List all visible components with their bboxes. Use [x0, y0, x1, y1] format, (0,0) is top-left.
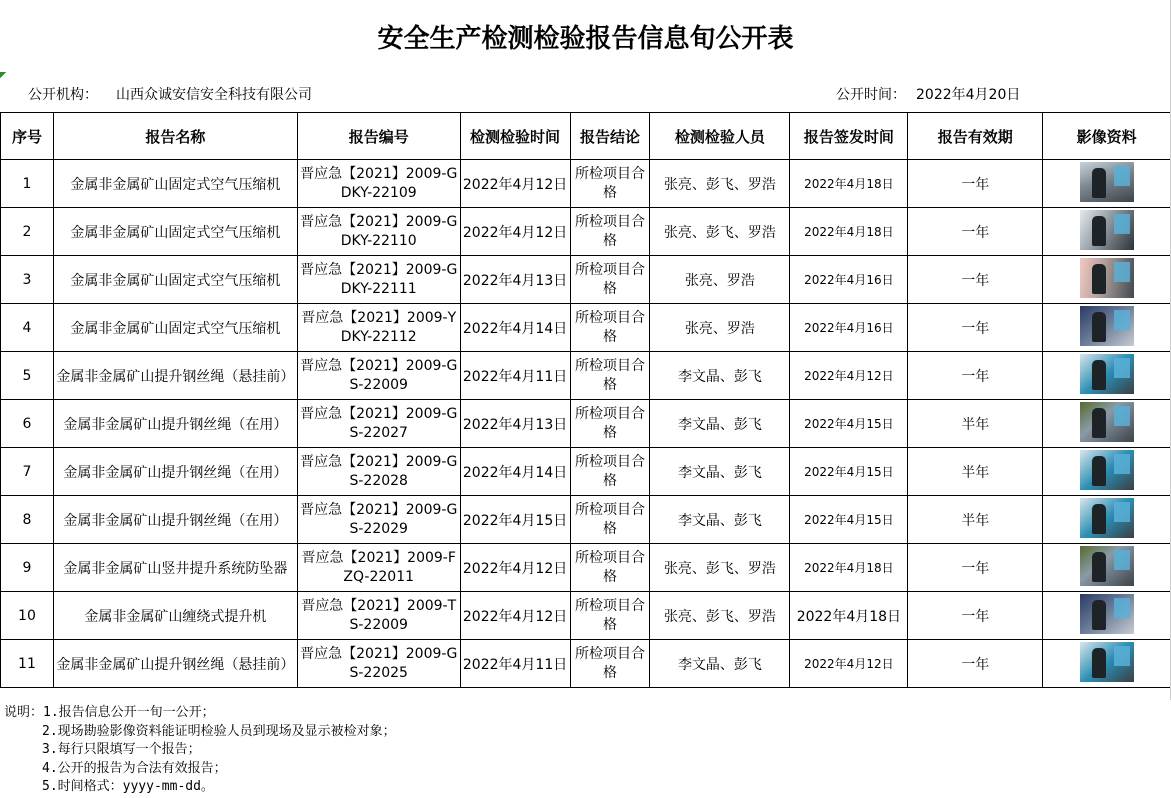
cell-issue-date: 2022年4月18日 [790, 592, 908, 640]
cell-no: 1 [1, 160, 54, 208]
table-row [1, 400, 1171, 448]
cell-test-date: 2022年4月14日 [460, 448, 570, 496]
header-conclusion: 报告结论 [570, 113, 650, 160]
cell-report-code: 晋应急【2021】2009-GS-22027 [297, 400, 460, 448]
cell-report-name: 金属非金属矿山固定式空气压缩机 [53, 304, 297, 352]
cell-staff: 李文晶、彭飞 [650, 640, 790, 688]
cell-validity: 一年 [908, 592, 1043, 640]
cell-test-date: 2022年4月14日 [460, 304, 570, 352]
note-line: 4.公开的报告为合法有效报告； [42, 760, 227, 776]
cell-validity: 一年 [908, 640, 1043, 688]
cell-conclusion: 所检项目合格 [570, 640, 650, 688]
notes [4, 704, 396, 797]
cell-report-code: 晋应急【2021】2009-GS-22028 [297, 448, 460, 496]
cell-test-date: 2022年4月11日 [460, 640, 570, 688]
table-row [1, 304, 1171, 352]
cell-staff: 张亮、彭飞、罗浩 [650, 208, 790, 256]
cell-issue-date: 2022年4月18日 [790, 544, 908, 592]
cell-report-name: 金属非金属矿山固定式空气压缩机 [53, 208, 297, 256]
cell-report-name: 金属非金属矿山提升钢丝绳（在用） [53, 400, 297, 448]
cell-test-date: 2022年4月12日 [460, 544, 570, 592]
cell-conclusion: 所检项目合格 [570, 304, 650, 352]
cell-report-code: 晋应急【2021】2009-GDKY-22110 [297, 208, 460, 256]
cell-image [1043, 352, 1171, 400]
cell-image [1043, 640, 1171, 688]
cell-no: 6 [1, 400, 54, 448]
cell-issue-date: 2022年4月15日 [790, 496, 908, 544]
cell-validity: 一年 [908, 208, 1043, 256]
note-line: 3.每行只限填写一个报告； [42, 742, 201, 757]
header-validity: 报告有效期 [908, 113, 1043, 160]
cell-validity: 一年 [908, 304, 1043, 352]
header-no: 序号 [1, 113, 54, 160]
cell-issue-date: 2022年4月16日 [790, 304, 908, 352]
inspection-photo[interactable] [1080, 210, 1134, 250]
cell-staff: 张亮、罗浩 [650, 304, 790, 352]
cell-no: 5 [1, 352, 54, 400]
header-image: 影像资料 [1043, 113, 1171, 160]
cell-no: 10 [1, 592, 54, 640]
cell-report-name: 金属非金属矿山竖井提升系统防坠器 [53, 544, 297, 592]
cell-validity: 半年 [908, 496, 1043, 544]
cell-conclusion: 所检项目合格 [570, 496, 650, 544]
note-line: 说明：1.报告信息公开一旬一公开； [4, 705, 215, 720]
inspection-photo[interactable] [1080, 354, 1134, 394]
table-row [1, 160, 1171, 208]
inspection-photo[interactable] [1080, 642, 1134, 682]
table-row [1, 448, 1171, 496]
cell-validity: 一年 [908, 352, 1043, 400]
cell-test-date: 2022年4月12日 [460, 160, 570, 208]
cell-issue-date: 2022年4月12日 [790, 352, 908, 400]
cell-no: 11 [1, 640, 54, 688]
cell-test-date: 2022年4月12日 [460, 208, 570, 256]
cell-report-name: 金属非金属矿山提升钢丝绳（在用） [53, 496, 297, 544]
cell-validity: 一年 [908, 160, 1043, 208]
cell-image [1043, 304, 1171, 352]
cell-issue-date: 2022年4月15日 [790, 448, 908, 496]
cell-issue-date: 2022年4月18日 [790, 160, 908, 208]
table-row [1, 352, 1171, 400]
inspection-photo[interactable] [1080, 162, 1134, 202]
cell-no: 3 [1, 256, 54, 304]
cell-conclusion: 所检项目合格 [570, 256, 650, 304]
cell-image [1043, 400, 1171, 448]
cell-conclusion: 所检项目合格 [570, 544, 650, 592]
table-row [1, 640, 1171, 688]
meta-row [0, 76, 1171, 110]
cell-test-date: 2022年4月11日 [460, 352, 570, 400]
time-value: 2022年4月20日 [916, 87, 1021, 103]
cell-test-date: 2022年4月15日 [460, 496, 570, 544]
header-name: 报告名称 [53, 113, 297, 160]
report-table [0, 112, 1171, 688]
inspection-photo[interactable] [1080, 402, 1134, 442]
cell-image [1043, 256, 1171, 304]
header-row [1, 113, 1171, 160]
cell-report-code: 晋应急【2021】2009-GS-22025 [297, 640, 460, 688]
cell-no: 4 [1, 304, 54, 352]
cell-staff: 张亮、罗浩 [650, 256, 790, 304]
table-row [1, 208, 1171, 256]
cell-image [1043, 160, 1171, 208]
table-row [1, 496, 1171, 544]
cell-issue-date: 2022年4月12日 [790, 640, 908, 688]
inspection-photo[interactable] [1080, 498, 1134, 538]
cell-test-date: 2022年4月13日 [460, 256, 570, 304]
cell-validity: 半年 [908, 448, 1043, 496]
cell-conclusion: 所检项目合格 [570, 208, 650, 256]
cell-report-name: 金属非金属矿山提升钢丝绳（悬挂前） [53, 640, 297, 688]
cell-report-code: 晋应急【2021】2009-TS-22009 [297, 592, 460, 640]
header-code: 报告编号 [297, 113, 460, 160]
org-label: 公开机构： [28, 87, 98, 103]
cell-report-name: 金属非金属矿山提升钢丝绳（悬挂前） [53, 352, 297, 400]
cell-no: 2 [1, 208, 54, 256]
inspection-photo[interactable] [1080, 450, 1134, 490]
time-label: 公开时间： [836, 87, 906, 103]
cell-report-code: 晋应急【2021】2009-YDKY-22112 [297, 304, 460, 352]
cell-staff: 李文晶、彭飞 [650, 352, 790, 400]
cell-issue-date: 2022年4月16日 [790, 256, 908, 304]
cell-validity: 一年 [908, 544, 1043, 592]
cell-image [1043, 448, 1171, 496]
cell-report-code: 晋应急【2021】2009-GDKY-22111 [297, 256, 460, 304]
org-name: 山西众诚安信安全科技有限公司 [116, 87, 312, 103]
cell-issue-date: 2022年4月15日 [790, 400, 908, 448]
table-row [1, 256, 1171, 304]
cell-test-date: 2022年4月13日 [460, 400, 570, 448]
table-row [1, 544, 1171, 592]
cell-no: 8 [1, 496, 54, 544]
cell-report-name: 金属非金属矿山固定式空气压缩机 [53, 160, 297, 208]
cell-image [1043, 496, 1171, 544]
cell-report-name: 金属非金属矿山固定式空气压缩机 [53, 256, 297, 304]
cell-test-date: 2022年4月12日 [460, 592, 570, 640]
cell-report-code: 晋应急【2021】2009-GS-22029 [297, 496, 460, 544]
inspection-photo[interactable] [1080, 306, 1134, 346]
cell-staff: 张亮、彭飞、罗浩 [650, 544, 790, 592]
inspection-photo[interactable] [1080, 546, 1134, 586]
cell-conclusion: 所检项目合格 [570, 592, 650, 640]
header-staff: 检测检验人员 [650, 113, 790, 160]
cell-validity: 半年 [908, 400, 1043, 448]
inspection-photo[interactable] [1080, 594, 1134, 634]
cell-no: 9 [1, 544, 54, 592]
cell-report-code: 晋应急【2021】2009-GDKY-22109 [297, 160, 460, 208]
cell-image [1043, 592, 1171, 640]
cell-conclusion: 所检项目合格 [570, 160, 650, 208]
cell-report-name: 金属非金属矿山提升钢丝绳（在用） [53, 448, 297, 496]
cell-staff: 李文晶、彭飞 [650, 448, 790, 496]
cell-report-name: 金属非金属矿山缠绕式提升机 [53, 592, 297, 640]
note-line: 5.时间格式：yyyy-mm-dd。 [42, 779, 214, 794]
cell-image [1043, 544, 1171, 592]
cell-staff: 张亮、彭飞、罗浩 [650, 592, 790, 640]
cell-staff: 李文晶、彭飞 [650, 496, 790, 544]
cell-report-code: 晋应急【2021】2009-GS-22009 [297, 352, 460, 400]
header-test-date: 检测检验时间 [460, 113, 570, 160]
inspection-photo[interactable] [1080, 258, 1134, 298]
header-issue-date: 报告签发时间 [790, 113, 908, 160]
cell-report-code: 晋应急【2021】2009-FZQ-22011 [297, 544, 460, 592]
cell-conclusion: 所检项目合格 [570, 400, 650, 448]
note-line: 2.现场勘验影像资料能证明检验人员到现场及显示被检对象； [42, 723, 396, 739]
cell-image [1043, 208, 1171, 256]
page-title: 安全生产检测检验报告信息旬公开表 [377, 23, 794, 54]
cell-conclusion: 所检项目合格 [570, 352, 650, 400]
cell-staff: 张亮、彭飞、罗浩 [650, 160, 790, 208]
table-row [1, 592, 1171, 640]
cell-validity: 一年 [908, 256, 1043, 304]
cell-staff: 李文晶、彭飞 [650, 400, 790, 448]
cell-issue-date: 2022年4月18日 [790, 208, 908, 256]
cell-no: 7 [1, 448, 54, 496]
cell-conclusion: 所检项目合格 [570, 448, 650, 496]
